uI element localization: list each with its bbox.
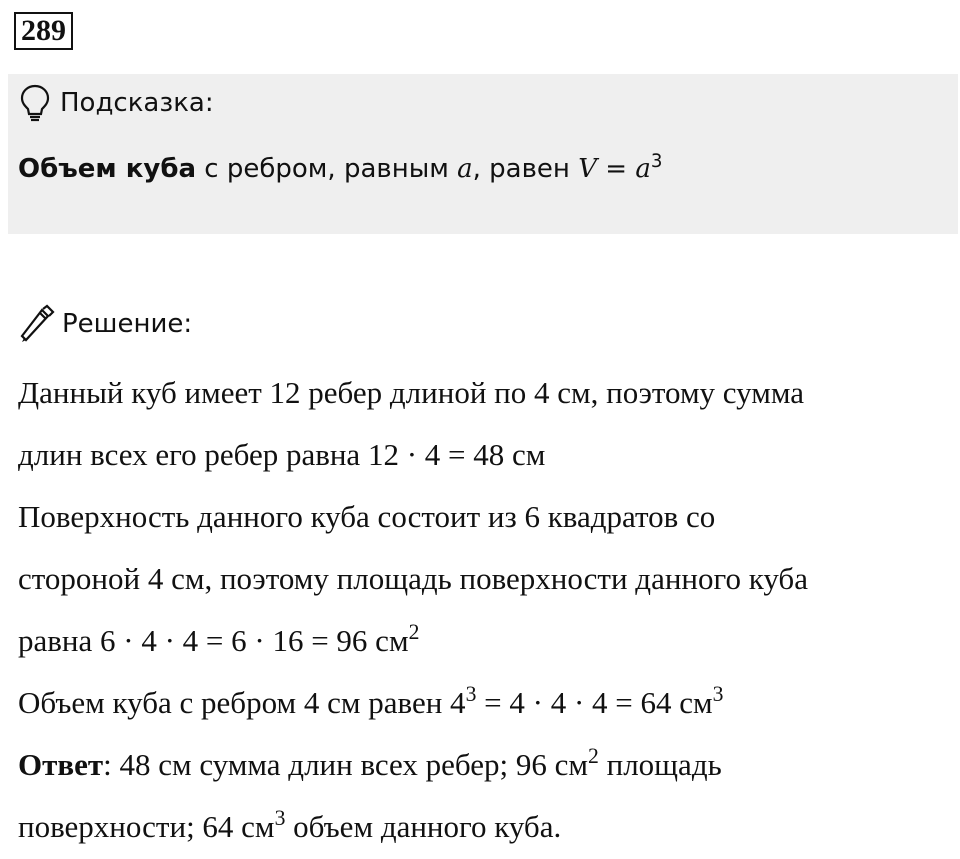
line6-sup1: 3 <box>465 682 477 707</box>
hint-formula-v: V <box>578 154 597 184</box>
answer-sup1: 2 <box>588 744 599 769</box>
answer-d: объем данного куба. <box>285 809 562 844</box>
hint-box <box>8 74 958 234</box>
hint-text <box>18 151 663 184</box>
solution-line-3: Поверхность данного куба состоит из 6 квадратов со <box>18 499 716 534</box>
hint-text-1: с ребром, равным <box>196 154 458 184</box>
solution-title: Решение: <box>62 309 193 339</box>
solution-header <box>16 304 192 344</box>
line5-sup: 2 <box>408 620 420 645</box>
answer-c: поверхности; 64 см <box>18 809 275 844</box>
answer-line-2 <box>18 796 948 858</box>
hint-formula-exp: 3 <box>650 151 663 172</box>
line6-b: = 4 · 4 · 4 = 64 см <box>476 685 713 720</box>
hint-var-a: a <box>457 154 473 184</box>
solution-body <box>18 362 948 858</box>
hint-bold: Объем куба <box>18 154 197 184</box>
hint-title: Подсказка: <box>60 88 214 118</box>
lightbulb-icon <box>20 84 50 122</box>
answer-a: : 48 см сумма длин всех ребер; 96 см <box>103 747 589 782</box>
pencil-icon <box>16 304 56 344</box>
solution-line-5 <box>18 610 948 672</box>
hint-text-2: , равен <box>472 154 579 184</box>
task-number: 289 <box>14 12 73 50</box>
solution-line-6 <box>18 672 948 734</box>
solution-line-4: стороной 4 см, поэтому площадь поверхности данного куба <box>18 561 808 596</box>
answer-b: площадь <box>598 747 722 782</box>
answer-label: Ответ <box>18 747 104 782</box>
solution-line-2: длин всех его ребер равна 12 · 4 = 48 см <box>18 437 546 472</box>
hint-formula-a: a <box>635 154 651 184</box>
line6-sup2: 3 <box>712 682 724 707</box>
line5-text: равна 6 · 4 · 4 = 6 · 16 = 96 см <box>18 623 409 658</box>
solution-line-1: Данный куб имеет 12 ребер длиной по 4 см, поэтому сумма <box>18 375 805 410</box>
hint-formula-eq: = <box>596 154 636 184</box>
hint-header <box>20 84 214 122</box>
answer-sup2: 3 <box>274 806 286 831</box>
line6-a: Объем куба с ребром 4 см равен 4 <box>18 685 466 720</box>
answer-line-1 <box>18 734 948 796</box>
